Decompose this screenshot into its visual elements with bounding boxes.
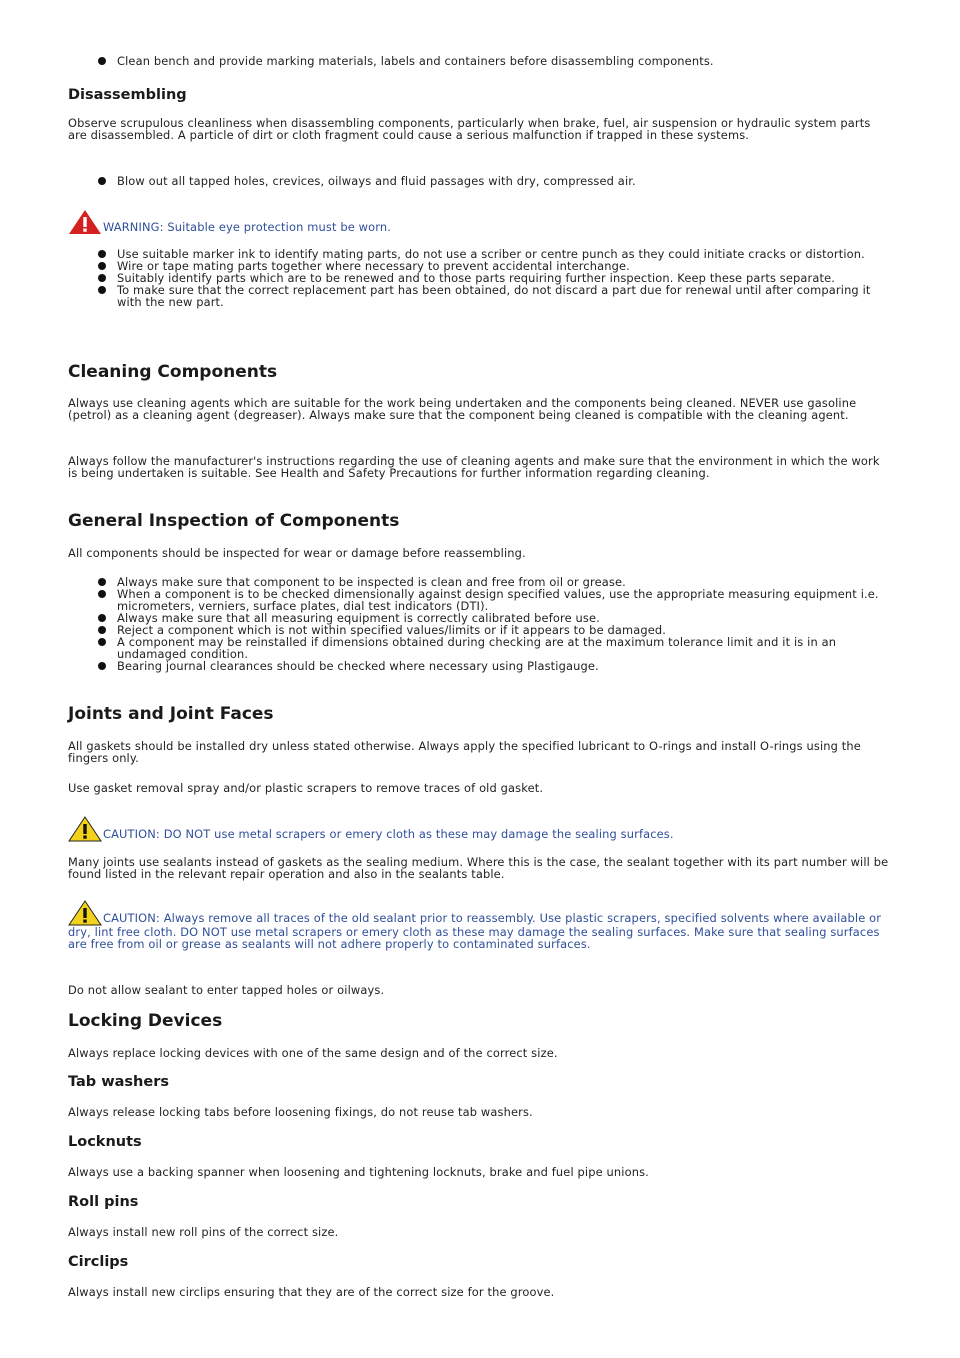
section-heading-disassembling: Disassembling — [68, 87, 187, 103]
bullet-icon — [98, 274, 106, 282]
list-item: Always make sure that component to be inspected is clean and free from oil or grease. — [98, 576, 890, 588]
joints-paragraph-4: Do not allow sealant to enter tapped holes or oilways. — [68, 983, 385, 997]
list-item: When a component is to be checked dimensionally against design specified values, use the appropriate measuring equipment i.e. micrometers, verniers, surface plates, dial test indicators (DTI). — [98, 588, 890, 612]
bullet-icon — [98, 578, 106, 586]
caution-text: CAUTION: Always remove all traces of the old sealant prior to reassembly. Use plastic scrapers, specified solvents where available or dry, lint free cloth. DO NOT use metal scrapers or emery cloth as these may damage the sealing surfaces. Make sure that sealing surfaces are free from oil or grease as sealants will not adhere properly to contaminated surfaces. — [68, 911, 882, 951]
list-item: Reject a component which is not within specified values/limits or if it appears to be damaged. — [98, 624, 890, 636]
list-item: Blow out all tapped holes, crevices, oilways and fluid passages with dry, compressed air. — [98, 175, 890, 187]
roll-pins-paragraph: Always install new roll pins of the correct size. — [68, 1225, 339, 1239]
bullet-icon — [98, 57, 106, 65]
list-item: A component may be reinstalled if dimensions obtained during checking are at the maximum tolerance limit and it is in an undamaged condition. — [98, 636, 890, 660]
tab-washers-paragraph: Always release locking tabs before loosening fixings, do not reuse tab washers. — [68, 1105, 533, 1119]
section-heading-roll-pins: Roll pins — [68, 1194, 139, 1210]
bullet-icon — [98, 626, 106, 634]
section-heading-circlips: Circlips — [68, 1254, 129, 1270]
locking-paragraph: Always replace locking devices with one of the same design and of the correct size. — [68, 1046, 558, 1060]
warning-notice — [68, 209, 890, 235]
section-heading-joints: Joints and Joint Faces — [68, 704, 274, 724]
inspection-paragraph: All components should be inspected for wear or damage before reassembling. — [68, 546, 526, 560]
bullet-icon — [98, 262, 106, 270]
caution-icon — [68, 816, 102, 842]
section-heading-tab-washers: Tab washers — [68, 1074, 169, 1090]
bullet-icon — [98, 286, 106, 294]
disassembling-paragraph: Observe scrupulous cleanliness when disassembling components, particularly when brake, fuel, air suspension or hydraulic system parts are disassembled. A particle of dirt or cloth fragment could cause a serious malfunction if trapped in these systems. — [68, 116, 871, 142]
joints-paragraph-3: Many joints use sealants instead of gaskets as the sealing medium. Where this is the case, the sealant together with its part number will be found listed in the relevant repair operation and also in the sealants table. — [68, 855, 889, 881]
list-item: Always make sure that all measuring equipment is correctly calibrated before use. — [98, 612, 890, 624]
disassembling-bullet-list-2 — [98, 248, 890, 308]
list-item: Bearing journal clearances should be checked where necessary using Plastigauge. — [98, 660, 890, 672]
disassembling-bullet-list — [98, 175, 890, 187]
caution-text: CAUTION: DO NOT use metal scrapers or emery cloth as these may damage the sealing surfaces. — [103, 827, 674, 841]
intro-bullet-list — [98, 55, 890, 67]
cleaning-paragraph-2: Always follow the manufacturer's instructions regarding the use of cleaning agents and make sure that the environment in which the work is being undertaken is suitable. See Health and Safety Precautions for further information regarding cleaning. — [68, 454, 880, 480]
bullet-icon — [98, 614, 106, 622]
caution-notice-1 — [68, 816, 890, 842]
warning-icon — [68, 209, 102, 235]
section-heading-cleaning: Cleaning Components — [68, 362, 278, 382]
locknuts-paragraph: Always use a backing spanner when loosening and tightening locknuts, brake and fuel pipe unions. — [68, 1165, 649, 1179]
list-item: Suitably identify parts which are to be renewed and to those parts requiring further inspection. Keep these parts separate. — [98, 272, 890, 284]
cleaning-paragraph-1: Always use cleaning agents which are suitable for the work being undertaken and the components being cleaned. NEVER use gasoline (petrol) as a cleaning agent (degreaser). Always make sure that the component being cleaned is compatible with the cleaning agent. — [68, 396, 857, 422]
section-heading-locking-devices: Locking Devices — [68, 1011, 223, 1031]
bullet-icon — [98, 590, 106, 598]
joints-paragraph-1: All gaskets should be installed dry unless stated otherwise. Always apply the specified lubricant to O-rings and install O-rings using the fingers only. — [68, 739, 861, 765]
section-heading-locknuts: Locknuts — [68, 1134, 142, 1150]
joints-paragraph-2: Use gasket removal spray and/or plastic scrapers to remove traces of old gasket. — [68, 781, 544, 795]
section-heading-inspection: General Inspection of Components — [68, 511, 400, 531]
inspection-bullet-list — [98, 576, 890, 672]
bullet-icon — [98, 662, 106, 670]
list-item: Wire or tape mating parts together where necessary to prevent accidental interchange. — [98, 260, 890, 272]
caution-icon — [68, 900, 102, 926]
bullet-icon — [98, 177, 106, 185]
bullet-icon — [98, 250, 106, 258]
warning-text: WARNING: Suitable eye protection must be worn. — [103, 220, 392, 234]
bullet-icon — [98, 638, 106, 646]
list-item: Clean bench and provide marking materials, labels and containers before disassembling components. — [98, 55, 890, 67]
circlips-paragraph: Always install new circlips ensuring that they are of the correct size for the groove. — [68, 1285, 555, 1299]
caution-notice-2 — [68, 900, 890, 950]
list-item: Use suitable marker ink to identify mating parts, do not use a scriber or centre punch as they could initiate cracks or distortion. — [98, 248, 890, 260]
list-item: To make sure that the correct replacement part has been obtained, do not discard a part due for renewal until after comparing it with the new part. — [98, 284, 890, 308]
